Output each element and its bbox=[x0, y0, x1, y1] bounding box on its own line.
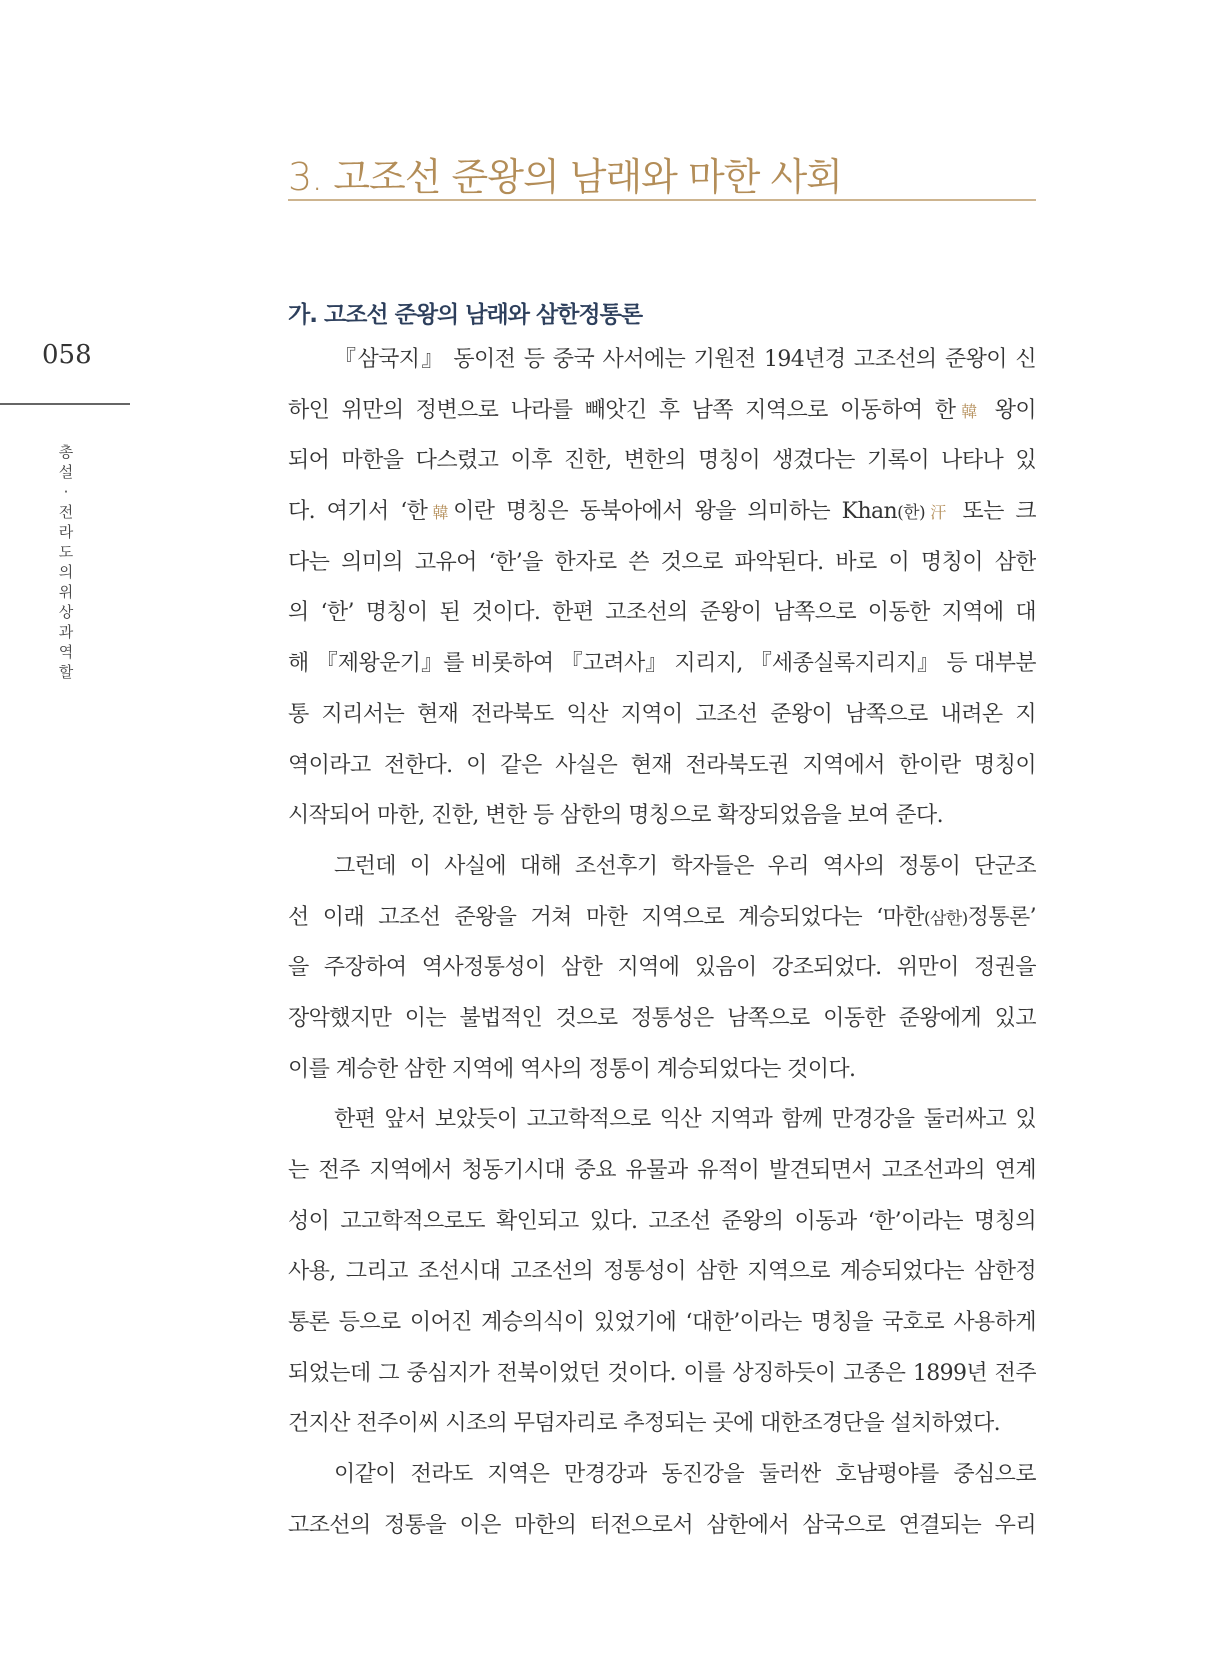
text-segment: 이같이 전라도 지역은 만경강과 동진강을 둘러싼 호남평야를 중심으로 bbox=[334, 1462, 1036, 1488]
text-line bbox=[288, 741, 1036, 792]
text-line bbox=[288, 1247, 1036, 1298]
text-segment: 장악했지만 이는 불법적인 것으로 정통성은 남쪽으로 이동한 준왕에게 있고 bbox=[288, 1005, 1036, 1031]
text-segment: 다. 여기서 ‘한 bbox=[288, 499, 428, 525]
text-line bbox=[288, 893, 1036, 944]
running-chapter-title: 총설 · 전라도의 위상과 역할 bbox=[58, 443, 74, 681]
text-segment: 한편 앞서 보았듯이 고고학적으로 익산 지역과 함께 만경강을 둘러싸고 있 bbox=[334, 1107, 1036, 1133]
text-line bbox=[288, 994, 1036, 1045]
text-line bbox=[288, 842, 1036, 893]
text-line bbox=[288, 1349, 1036, 1400]
text-segment: 의 ‘한’ 명칭이 된 것이다. 한편 고조선의 준왕이 남쪽으로 이동한 지역에 대 bbox=[288, 600, 1036, 626]
text-segment: 고조선의 정통을 이은 마한의 터전으로서 삼한에서 삼국으로 연결되는 우리 bbox=[288, 1512, 1036, 1538]
text-line bbox=[288, 1045, 1036, 1096]
hanja-annotation: 韓 bbox=[955, 401, 983, 421]
text-line bbox=[288, 1146, 1036, 1197]
text-segment: 역이라고 전한다. 이 같은 사실은 현재 전라북도권 지역에서 한이란 명칭이 bbox=[288, 752, 1036, 778]
text-segment: 시작되어 마한, 진한, 변한 등 삼한의 명칭으로 확장되었음을 보여 준다. bbox=[288, 803, 943, 829]
text-segment: 왕이 bbox=[982, 397, 1036, 423]
text-line bbox=[288, 487, 1036, 538]
text-segment: 정통론’ bbox=[967, 904, 1036, 930]
text-line bbox=[288, 436, 1036, 487]
text-segment: 성이 고고학적으로도 확인되고 있다. 고조선 준왕의 이동과 ‘한’이라는 명칭의 bbox=[288, 1208, 1036, 1234]
hanja-annotation: 汗 bbox=[925, 503, 951, 523]
text-segment: 『삼국지』 동이전 등 중국 사서에는 기원전 194년경 고조선의 준왕이 신 bbox=[334, 347, 1036, 372]
text-line bbox=[288, 1399, 1036, 1450]
text-line bbox=[288, 588, 1036, 639]
reading-annotation: (한) bbox=[897, 503, 925, 524]
body-text bbox=[288, 335, 1036, 1552]
text-line bbox=[288, 639, 1036, 690]
text-segment: 건지산 전주이씨 시조의 무덤자리로 추정되는 곳에 대한조경단을 설치하였다. bbox=[288, 1411, 1001, 1437]
text-line bbox=[288, 690, 1036, 741]
text-line bbox=[288, 1298, 1036, 1349]
text-segment: 해 『제왕운기』를 비롯하여 『고려사』 지리지, 『세종실록지리지』 등 대부분 bbox=[288, 651, 1036, 677]
text-segment: 이란 명칭은 동북아에서 왕을 의미하는 Khan bbox=[453, 499, 898, 525]
text-segment: 그런데 이 사실에 대해 조선후기 학자들은 우리 역사의 정통이 단군조 bbox=[334, 853, 1036, 879]
text-line bbox=[288, 335, 1036, 386]
text-line bbox=[288, 386, 1036, 437]
title-underline bbox=[288, 199, 1036, 201]
text-segment: 선 이래 고조선 준왕을 거쳐 마한 지역으로 계승되었다는 ‘마한 bbox=[288, 904, 924, 930]
text-segment: 이를 계승한 삼한 지역에 역사의 정통이 계승되었다는 것이다. bbox=[288, 1056, 856, 1082]
text-segment: 사용, 그리고 조선시대 고조선의 정통성이 삼한 지역으로 계승되었다는 삼한정 bbox=[288, 1259, 1036, 1285]
text-line bbox=[288, 1197, 1036, 1248]
text-line bbox=[288, 943, 1036, 994]
text-line bbox=[288, 791, 1036, 842]
text-segment: 통론 등으로 이어진 계승의식이 있었기에 ‘대한’이라는 명칭을 국호로 사용하게 bbox=[288, 1310, 1036, 1336]
text-segment: 또는 크 bbox=[950, 499, 1036, 525]
text-line bbox=[288, 1095, 1036, 1146]
text-segment: 되어 마한을 다스렸고 이후 진한, 변한의 명칭이 생겼다는 기록이 나타나 있 bbox=[288, 448, 1036, 474]
text-segment: 되었는데 그 중심지가 전북이었던 것이다. 이를 상징하듯이 고종은 1899년 전주 bbox=[288, 1360, 1036, 1386]
text-segment: 을 주장하여 역사정통성이 삼한 지역에 있음이 강조되었다. 위만이 정권을 bbox=[288, 955, 1036, 981]
page-number: 058 bbox=[42, 340, 92, 370]
hanja-annotation: 韓 bbox=[427, 503, 454, 523]
reading-annotation: (삼한) bbox=[923, 908, 968, 929]
section-title: 3. 고조선 준왕의 남래와 마한 사회 bbox=[288, 155, 842, 199]
text-segment: 하인 위만의 정변으로 나라를 빼앗긴 후 남쪽 지역으로 이동하여 한 bbox=[288, 397, 956, 423]
text-segment: 는 전주 지역에서 청동기시대 중요 유물과 유적이 발견되면서 고조선과의 연계 bbox=[288, 1158, 1036, 1183]
subsection-heading: 가. 고조선 준왕의 남래와 삼한정통론 bbox=[288, 302, 643, 328]
text-line bbox=[288, 1501, 1036, 1552]
text-segment: 통 지리서는 현재 전라북도 익산 지역이 고조선 준왕이 남쪽으로 내려온 지 bbox=[288, 701, 1036, 727]
text-line bbox=[288, 538, 1036, 589]
text-line bbox=[288, 1450, 1036, 1501]
margin-divider bbox=[0, 403, 130, 405]
text-segment: 다는 의미의 고유어 ‘한’을 한자로 쓴 것으로 파악된다. 바로 이 명칭이 삼한 bbox=[288, 549, 1036, 575]
